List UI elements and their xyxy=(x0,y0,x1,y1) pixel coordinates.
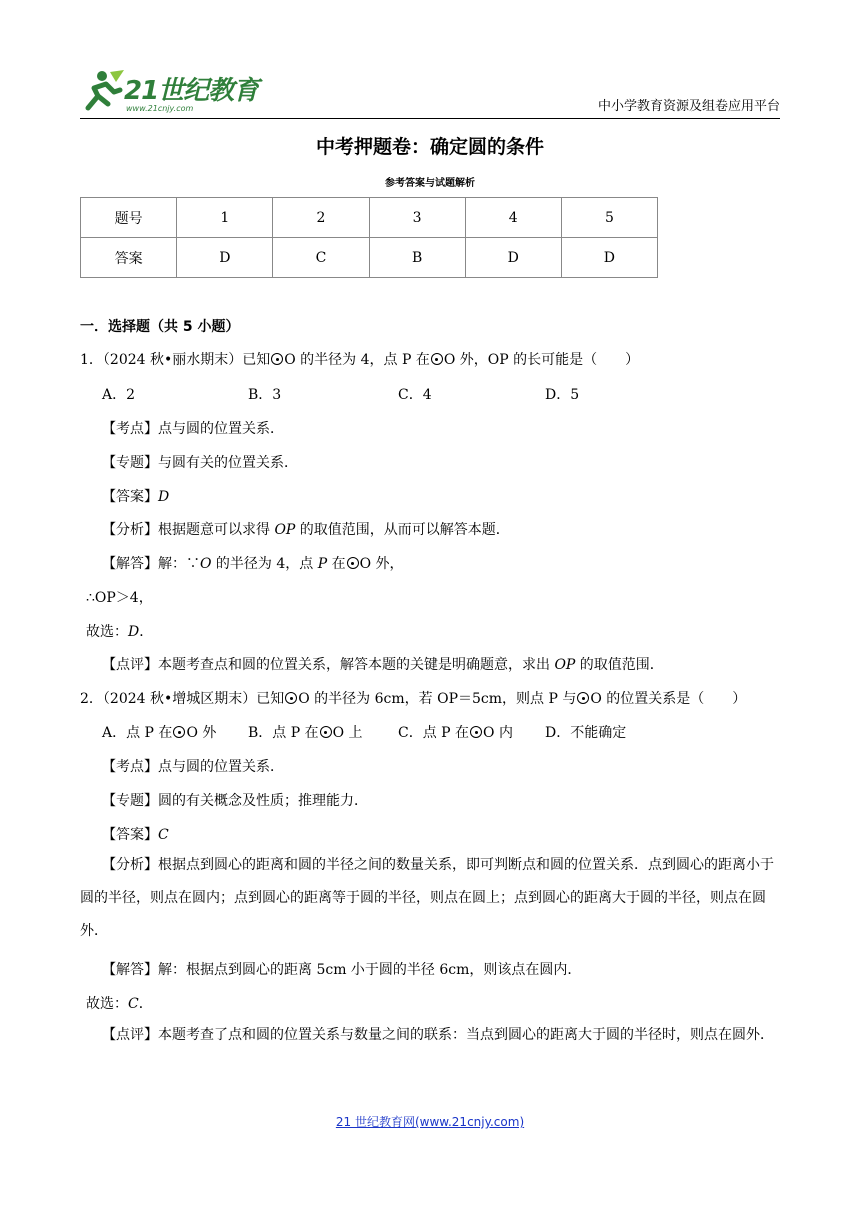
page-subtitle: 参考答案与试题解析 xyxy=(385,178,475,189)
q1-option-c: C．4 xyxy=(398,387,432,403)
table-cell: 答案 xyxy=(81,238,177,278)
dianping-op: OP xyxy=(554,657,576,673)
fenxi-b: 的取值范围，从而可以解答本题． xyxy=(295,522,510,538)
page-header xyxy=(80,62,780,119)
jieda-a: 【解答】解：∵ xyxy=(102,556,200,572)
runner-logo-icon xyxy=(80,68,124,112)
table-cell: D xyxy=(465,238,561,278)
q1-option-a: A．2 xyxy=(102,387,136,403)
q1-stem-b: O 的半径为 4，点 P 在 xyxy=(284,352,430,368)
circle-dot-icon xyxy=(577,692,589,704)
page-title: 中考押题卷：确定圆的条件 xyxy=(315,136,544,158)
q2-option-b xyxy=(248,722,363,742)
q1-step3 xyxy=(86,621,153,641)
dianping-b: 的取值范围． xyxy=(575,657,664,673)
table-cell: 4 xyxy=(465,198,561,238)
opt-b1: B．点 P 在 xyxy=(248,725,319,741)
q1-dianping xyxy=(102,654,664,674)
section-title: 一．选择题（共 5 小题） xyxy=(80,319,240,335)
answer-table xyxy=(80,197,658,278)
table-cell: B xyxy=(369,238,465,278)
circle-dot-icon xyxy=(320,726,332,738)
q1-option-d: D．5 xyxy=(545,387,580,403)
answer-label: 【答案】 xyxy=(102,827,158,843)
footer-link[interactable]: 21 世纪教育网(www.21cnjy.com) xyxy=(335,1115,525,1129)
opt-c1: C．点 P 在 xyxy=(398,725,470,741)
table-cell: 3 xyxy=(369,198,465,238)
q1-kaodian: 【考点】点与圆的位置关系． xyxy=(102,421,284,437)
circle-dot-icon xyxy=(173,726,185,738)
circle-dot-icon xyxy=(285,692,297,704)
q1-stem xyxy=(80,349,639,369)
circle-dot-icon xyxy=(431,353,443,365)
q1-jieda xyxy=(102,553,404,573)
step2-a: 故选： xyxy=(86,996,128,1012)
q1-fenxi xyxy=(102,519,510,539)
jieda-p: P xyxy=(317,556,328,572)
q2-fenxi: 【分析】根据点到圆心的距离和圆的半径之间的数量关系，即可判断点和圆的位置关系．点到圆心的距离小于圆的半径，则点在圆内；点到圆心的距离等于圆的半径，则点在圆上；点到圆心的距离大于圆的半径，则点在圆外． xyxy=(80,857,774,939)
fenxi-a: 【分析】根据题意可以求得 xyxy=(102,522,275,538)
step3-a: 故选： xyxy=(86,624,128,640)
table-cell: 题号 xyxy=(81,198,177,238)
q1-stem-c: O 外，OP 的长可能是（ ） xyxy=(443,352,640,368)
q2-zhuanti: 【专题】圆的有关概念及性质；推理能力． xyxy=(102,793,368,809)
table-cell: 1 xyxy=(177,198,273,238)
q2-stem-b: O 的半径为 6cm，若 OP＝5cm，则点 P 与 xyxy=(298,691,577,707)
table-cell: 5 xyxy=(561,198,657,238)
circle-dot-icon xyxy=(347,557,359,569)
table-cell: 2 xyxy=(273,198,369,238)
answer-value: D xyxy=(158,489,170,505)
q1-zhuanti: 【专题】与圆有关的位置关系． xyxy=(102,455,298,471)
table-cell: D xyxy=(561,238,657,278)
q2-answer xyxy=(102,824,169,844)
jieda-c: 在 xyxy=(327,556,346,572)
q2-kaodian: 【考点】点与圆的位置关系． xyxy=(102,759,284,775)
step2-c: ． xyxy=(138,996,153,1012)
table-row xyxy=(81,198,658,238)
opt-a2: O 外 xyxy=(186,725,217,741)
q1-stem-a: 1．（2024 秋•丽水期末）已知 xyxy=(80,352,271,368)
answer-label: 【答案】 xyxy=(102,489,158,505)
table-cell: C xyxy=(273,238,369,278)
q2-step2 xyxy=(86,993,153,1013)
circle-dot-icon xyxy=(271,353,283,365)
q2-stem-c: O 的位置关系是（ ） xyxy=(590,691,747,707)
dianping-a: 【点评】本题考查点和圆的位置关系，解答本题的关键是明确题意，求出 xyxy=(102,657,555,673)
opt-b2: O 上 xyxy=(332,725,363,741)
step3-c: ． xyxy=(139,624,154,640)
q2-option-c xyxy=(398,722,513,742)
q2-option-a xyxy=(102,722,216,742)
step3-b: D xyxy=(128,624,140,640)
jieda-b: 的半径为 4，点 xyxy=(211,556,318,572)
q2-stem-a: 2．（2024 秋•增城区期末）已知 xyxy=(80,691,285,707)
table-cell: D xyxy=(177,238,273,278)
logo-url: www.21cnjy.com xyxy=(126,104,194,113)
q1-option-b: B．3 xyxy=(248,387,282,403)
q2-dianping: 【点评】本题考查了点和圆的位置关系与数量之间的联系：当点到圆心的距离大于圆的半径时，则点在圆外． xyxy=(102,1027,774,1043)
table-row xyxy=(81,238,658,278)
opt-a1: A．点 P 在 xyxy=(102,725,173,741)
q2-jieda: 【解答】解：根据点到圆心的距离 5cm 小于圆的半径 6cm，则该点在圆内． xyxy=(102,962,582,978)
answer-value: C xyxy=(158,827,169,843)
q1-step2: ∴OP＞4， xyxy=(86,590,153,606)
q2-stem xyxy=(80,688,746,708)
opt-c2: O 内 xyxy=(483,725,513,741)
q2-option-d: D．不能确定 xyxy=(545,725,627,741)
platform-name: 中小学教育资源及组卷应用平台 xyxy=(597,99,780,114)
step2-b: C xyxy=(128,996,139,1012)
logo-text: 21世纪教育 xyxy=(124,76,259,106)
circle-dot-icon xyxy=(470,726,482,738)
fenxi-op: OP xyxy=(274,522,296,538)
jieda-d: O 外， xyxy=(359,556,404,572)
jieda-o: O xyxy=(200,556,212,572)
logo xyxy=(80,68,260,118)
q1-answer xyxy=(102,486,169,506)
